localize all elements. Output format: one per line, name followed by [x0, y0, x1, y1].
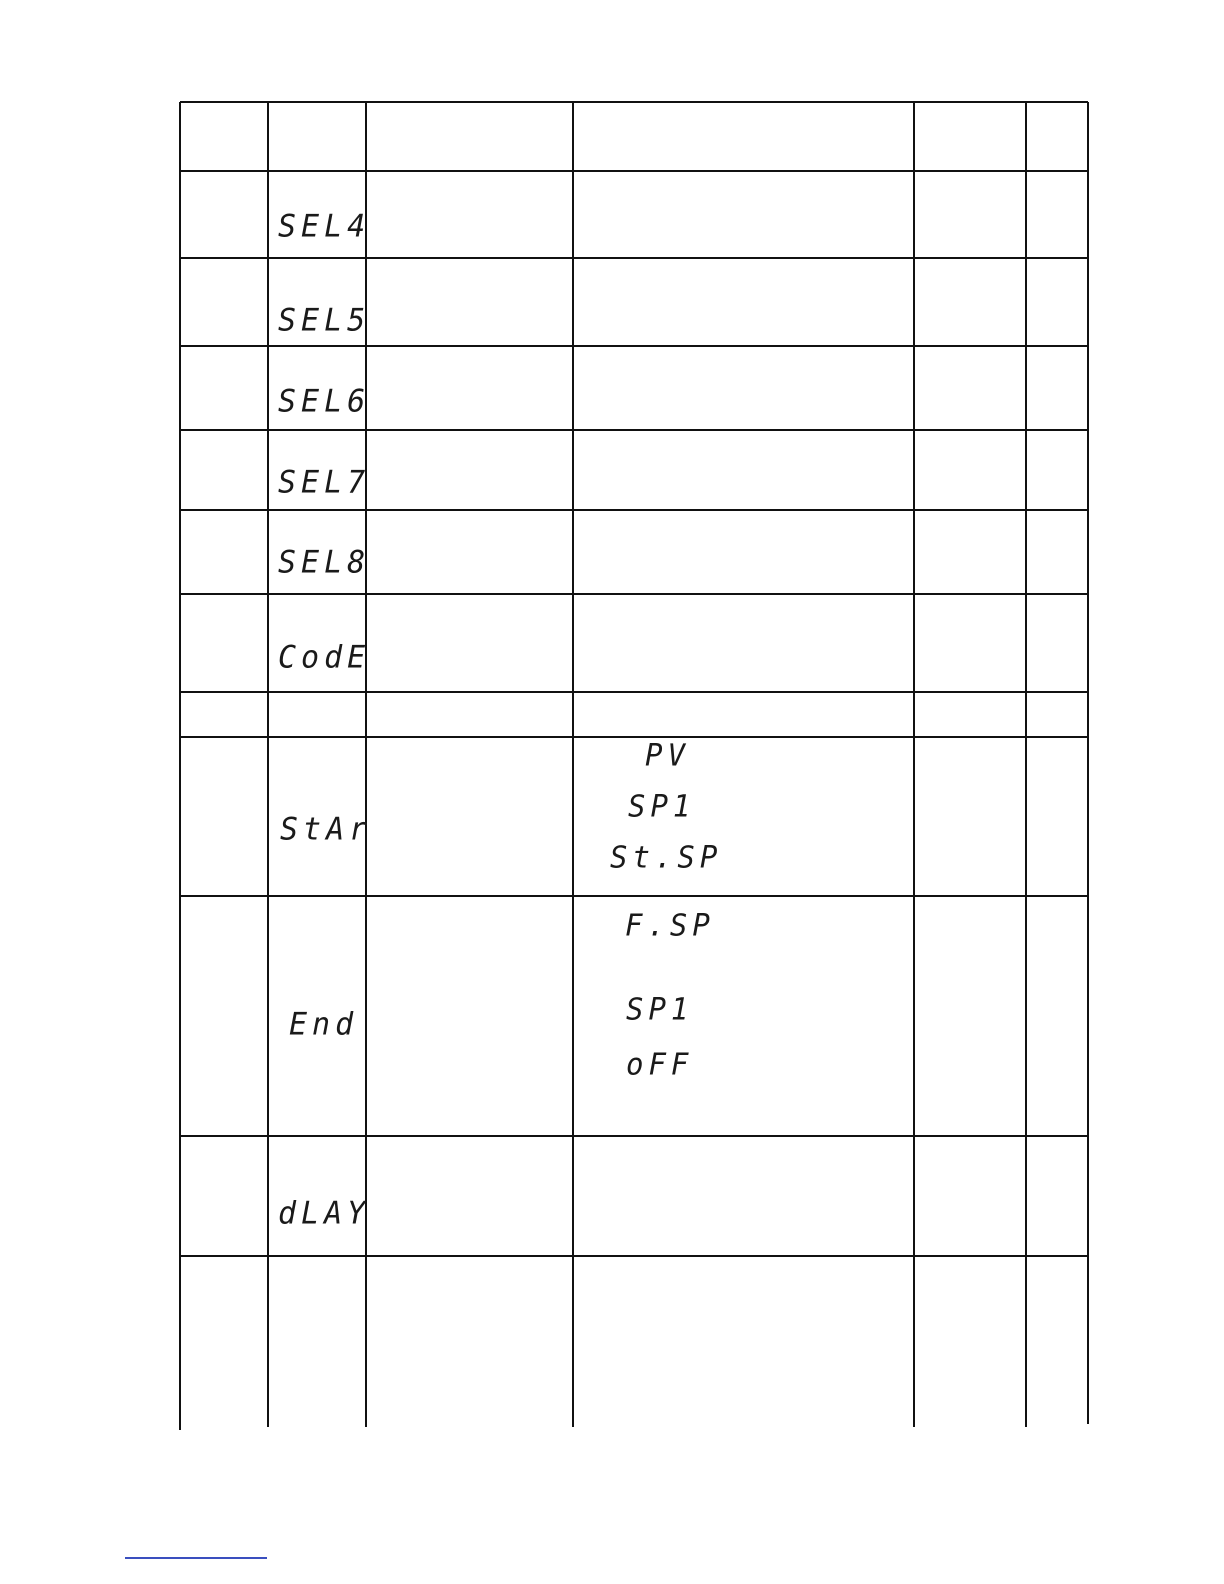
end-option-sp1: SP1 — [626, 991, 694, 1027]
param-code-end: End — [289, 1006, 359, 1043]
start-option-sp1: SP1 — [628, 788, 696, 824]
start-option-stsp: St.SP — [610, 839, 723, 875]
param-code-start: StAr — [280, 811, 373, 848]
end-option-off: oFF — [626, 1046, 694, 1082]
param-code-sel6: SEL6 — [278, 383, 371, 420]
end-option-fsp: F.SP — [625, 907, 715, 943]
param-code-sel4: SEL4 — [278, 208, 371, 245]
param-code-delay: dLAY — [278, 1195, 371, 1232]
param-code-sel5: SEL5 — [278, 302, 371, 339]
param-code-code: CodE — [278, 639, 371, 676]
footnote-rule — [125, 1557, 267, 1559]
param-code-sel7: SEL7 — [278, 464, 371, 501]
start-option-pv: PV — [645, 737, 690, 773]
param-code-sel8: SEL8 — [278, 544, 371, 581]
